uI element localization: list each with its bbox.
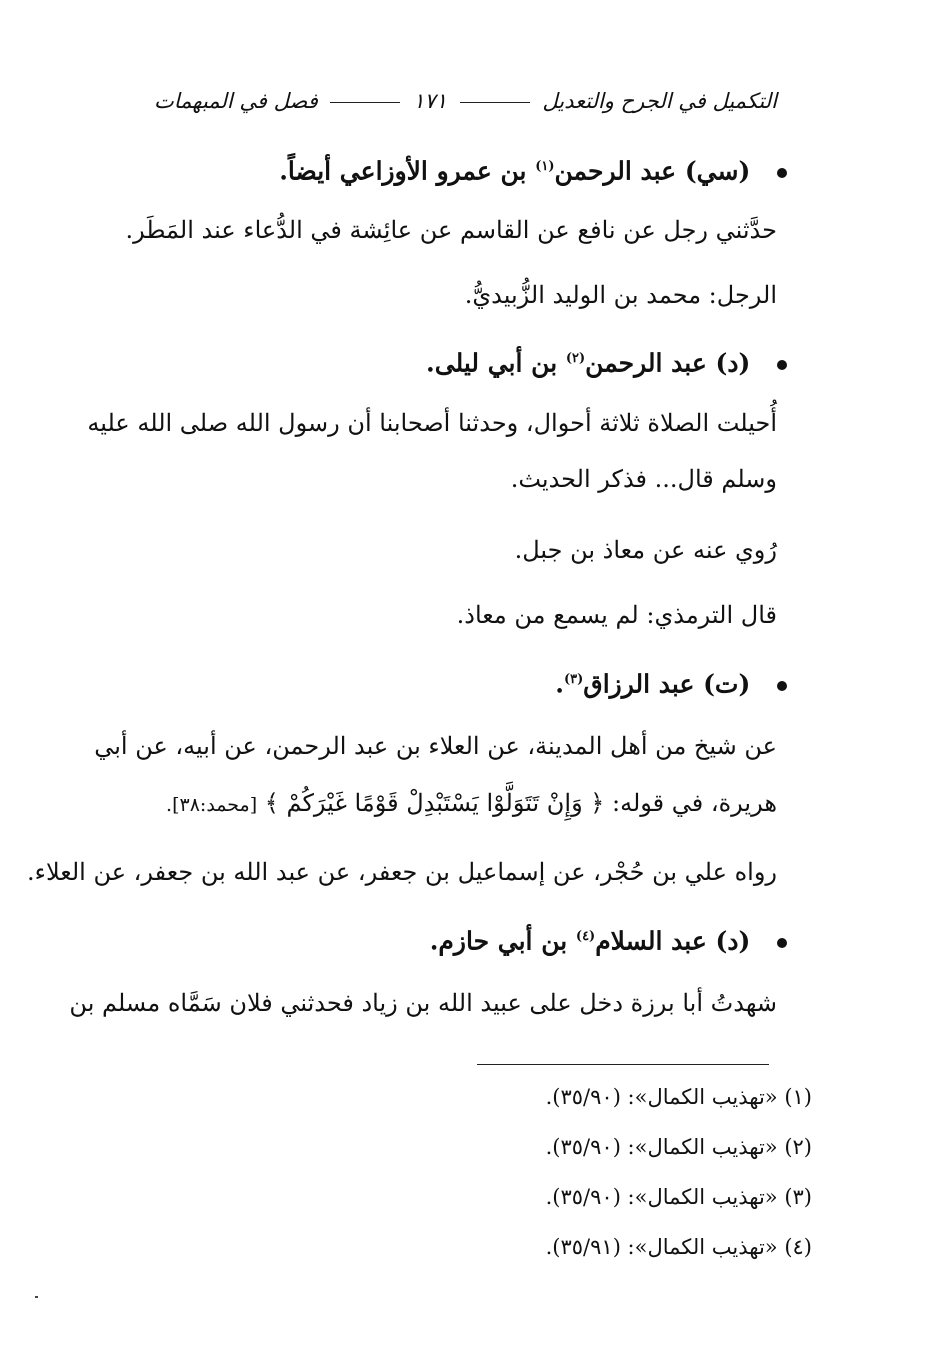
paragraph: رُوي عنه عن معاذ بن جبل. [514, 536, 777, 564]
footnote-mark: (٤) [575, 929, 596, 944]
entry-name: عبد الرحمن [585, 348, 707, 378]
header-rule [460, 102, 530, 103]
footnote-mark: (٢) [565, 351, 586, 366]
quran-verse: ﴿ وَإِنْ تَتَوَلَّوْا يَسْتَبْدِلْ قَوْمًا غَيْرَكُمْ ﴾ [264, 789, 605, 817]
footnote: (٢) «تهذيب الكمال»: (٣٥/٩٠). [545, 1135, 812, 1159]
scan-speck [35, 1296, 38, 1298]
entry-name: عبد الرحمن [554, 156, 677, 186]
paragraph: وسلم قال... فذكر الحديث. [510, 465, 777, 493]
page-number: ١٧١ [413, 89, 447, 113]
bullet-icon [777, 168, 787, 178]
paragraph: حدَّثني رجل عن نافع عن القاسم عن عائِشة في الدُّعاء عند المَطَر. [125, 216, 777, 244]
bullet-icon [777, 938, 787, 948]
entry-name: عبد الرزاق [583, 669, 695, 699]
running-header [153, 84, 777, 118]
verse-reference: [محمد:٣٨]. [166, 794, 258, 816]
entry-name-rest: بن أبي حازم. [429, 926, 568, 956]
entry-name-rest: . [555, 669, 564, 699]
book-title: التكميل في الجرح والتعديل [542, 89, 777, 113]
paragraph: عن شيخ من أهل المدينة، عن العلاء بن عبد الرحمن، عن أبيه، عن أبي [94, 732, 777, 760]
entry-heading [426, 342, 787, 380]
verse-line [166, 786, 777, 822]
paragraph: الرجل: محمد بن الوليد الزُّبيديُّ. [464, 281, 777, 309]
paragraph: شهدتُ أبا برزة دخل على عبيد الله بن زياد فحدثني فلان سَمَّاه مسلم بن [69, 989, 777, 1017]
entry-code: (د) [715, 926, 751, 956]
paragraph: رواه علي بن حُجْر، عن إسماعيل بن جعفر، عن عبد الله بن جعفر، عن العلاء. [27, 858, 777, 886]
footnote-separator [477, 1064, 769, 1065]
header-rule [330, 102, 400, 103]
entry-code: (د) [715, 348, 751, 378]
verse-prefix: هريرة، في قوله: [611, 789, 777, 817]
bullet-icon [777, 360, 787, 370]
footnote-mark: (٣) [564, 672, 584, 687]
entry-heading [279, 150, 787, 188]
footnote: (٣) «تهذيب الكمال»: (٣٥/٩٠). [545, 1185, 812, 1209]
paragraph: قال الترمذي: لم يسمع من معاذ. [456, 601, 777, 629]
entry-name-rest: بن عمرو الأوزاعي أيضاً. [279, 156, 527, 186]
footnote: (١) «تهذيب الكمال»: (٣٥/٩٠). [545, 1085, 812, 1109]
footnote-mark: (١) [535, 159, 555, 174]
entry-code: (ت) [703, 669, 751, 699]
section-title: فصل في المبهمات [153, 89, 318, 113]
entry-code: (سي) [684, 156, 751, 186]
bullet-icon [777, 681, 787, 691]
entry-name: عبد السلام [595, 926, 707, 956]
footnote: (٤) «تهذيب الكمال»: (٣٥/٩١). [545, 1235, 812, 1259]
paragraph: أُحيلت الصلاة ثلاثة أحوال، وحدثنا أصحابنا أن رسول الله صلى الله عليه [87, 409, 777, 437]
entry-heading [430, 920, 787, 958]
entry-heading [555, 663, 787, 701]
entry-name-rest: بن أبي ليلى. [426, 348, 558, 378]
